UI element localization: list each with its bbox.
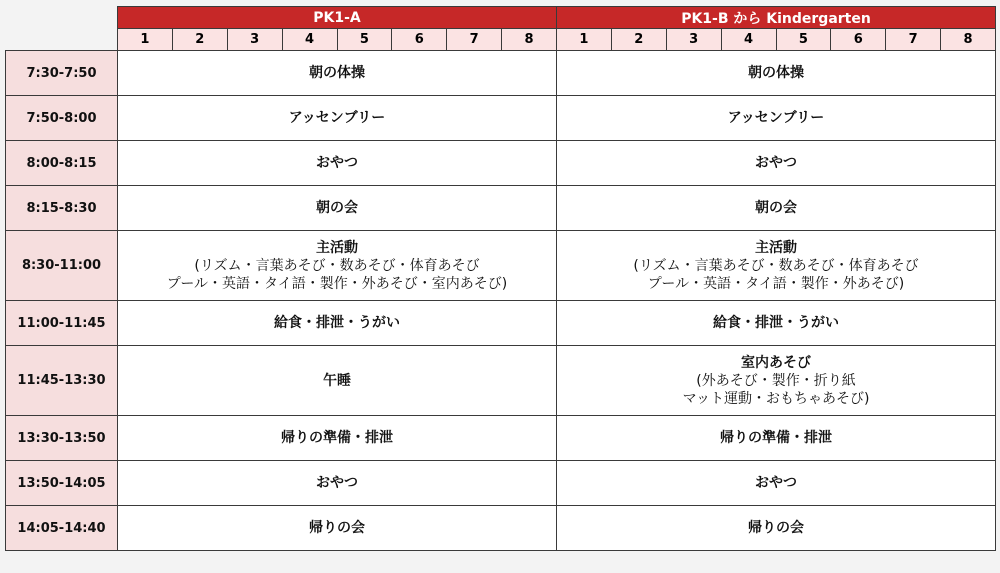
activity-cell-pk1b-kindergarten <box>557 231 996 301</box>
time-slot-label: 14:05-14:40 <box>6 506 118 551</box>
period-number: 7 <box>886 29 941 51</box>
schedule-row <box>6 416 996 461</box>
group-header-pk1a: PK1-A <box>118 7 557 29</box>
activity-title: アッセンブリー <box>288 110 386 126</box>
activity-cell-pk1b-kindergarten <box>557 461 996 506</box>
corner-cell-lower <box>6 29 118 51</box>
time-slot-label: 8:30-11:00 <box>6 231 118 301</box>
corner-cell <box>6 7 118 29</box>
period-number: 1 <box>557 29 612 51</box>
activity-title: おやつ <box>316 155 358 171</box>
activity-title: 給食・排泄・うがい <box>274 315 400 331</box>
time-slot-label: 8:15-8:30 <box>6 186 118 231</box>
activity-title: 朝の会 <box>755 200 798 216</box>
activity-cell-pk1a <box>118 51 557 96</box>
activity-cell-pk1b-kindergarten <box>557 346 996 416</box>
activity-title: 午睡 <box>323 372 351 389</box>
activity-title: アッセンブリー <box>727 110 825 126</box>
activity-title: 帰りの準備・排泄 <box>720 430 833 446</box>
schedule-row <box>6 141 996 186</box>
activity-cell-pk1a <box>118 301 557 346</box>
activity-cell-pk1a <box>118 96 557 141</box>
activity-detail-line: (リズム・言葉あそび・数あそび・体育あそび <box>633 257 919 274</box>
time-slot-label: 11:00-11:45 <box>6 301 118 346</box>
activity-detail-line: (外あそび・製作・折り紙 <box>696 372 856 389</box>
activity-cell-pk1a <box>118 506 557 551</box>
activity-title: 主活動 <box>316 239 358 256</box>
activity-title: 帰りの準備・排泄 <box>281 430 393 446</box>
activity-cell-pk1b-kindergarten <box>557 506 996 551</box>
period-number: 6 <box>392 29 447 51</box>
period-number-row <box>6 29 996 51</box>
schedule-row <box>6 231 996 301</box>
activity-cell-pk1b-kindergarten <box>557 141 996 186</box>
period-number: 6 <box>831 29 886 51</box>
activity-cell-pk1b-kindergarten <box>557 416 996 461</box>
activity-cell-pk1a <box>118 231 557 301</box>
time-slot-label: 7:50-8:00 <box>6 96 118 141</box>
period-number: 8 <box>502 29 557 51</box>
time-slot-label: 7:30-7:50 <box>6 51 118 96</box>
group-header-pk1b-kindergarten: PK1-B から Kindergarten <box>557 7 996 29</box>
period-number: 2 <box>611 29 666 51</box>
schedule-row <box>6 461 996 506</box>
activity-cell-pk1a <box>118 346 557 416</box>
period-number: 2 <box>172 29 227 51</box>
activity-title: 主活動 <box>755 239 798 256</box>
activity-title: 朝の体操 <box>748 65 805 81</box>
period-number: 4 <box>282 29 337 51</box>
activity-cell-pk1b-kindergarten <box>557 186 996 231</box>
activity-cell-pk1b-kindergarten <box>557 51 996 96</box>
group-header-row <box>6 7 996 29</box>
activity-title: 朝の会 <box>316 200 358 216</box>
activity-detail-line: (リズム・言葉あそび・数あそび・体育あそび <box>194 257 480 274</box>
activity-title: おやつ <box>755 475 798 491</box>
activity-title: 帰りの会 <box>748 520 805 536</box>
schedule-table <box>5 6 996 551</box>
period-number: 5 <box>776 29 831 51</box>
schedule-row <box>6 96 996 141</box>
schedule-row <box>6 51 996 96</box>
activity-detail-line: マット運動・おもちゃあそび) <box>682 390 870 407</box>
activity-cell-pk1b-kindergarten <box>557 301 996 346</box>
period-number: 3 <box>666 29 721 51</box>
activity-title: 帰りの会 <box>309 520 365 536</box>
activity-title: おやつ <box>755 155 798 171</box>
activity-title: 室内あそび <box>741 354 812 371</box>
period-number: 8 <box>941 29 996 51</box>
period-number: 7 <box>447 29 502 51</box>
period-number: 4 <box>721 29 776 51</box>
activity-title: 朝の体操 <box>309 65 365 81</box>
period-number: 3 <box>227 29 282 51</box>
activity-cell-pk1a <box>118 141 557 186</box>
activity-title: 給食・排泄・うがい <box>713 315 840 331</box>
activity-detail-line: プール・英語・タイ語・製作・外あそび・室内あそび) <box>166 275 508 292</box>
period-number: 5 <box>337 29 392 51</box>
time-slot-label: 8:00-8:15 <box>6 141 118 186</box>
schedule-row <box>6 301 996 346</box>
schedule-row <box>6 346 996 416</box>
period-number: 1 <box>118 29 173 51</box>
activity-cell-pk1a <box>118 186 557 231</box>
activity-detail-line: プール・英語・タイ語・製作・外あそび) <box>647 275 905 292</box>
activity-title: おやつ <box>316 475 358 491</box>
time-slot-label: 11:45-13:30 <box>6 346 118 416</box>
schedule-row <box>6 186 996 231</box>
activity-cell-pk1b-kindergarten <box>557 96 996 141</box>
schedule-row <box>6 506 996 551</box>
activity-cell-pk1a <box>118 416 557 461</box>
activity-cell-pk1a <box>118 461 557 506</box>
time-slot-label: 13:30-13:50 <box>6 416 118 461</box>
time-slot-label: 13:50-14:05 <box>6 461 118 506</box>
